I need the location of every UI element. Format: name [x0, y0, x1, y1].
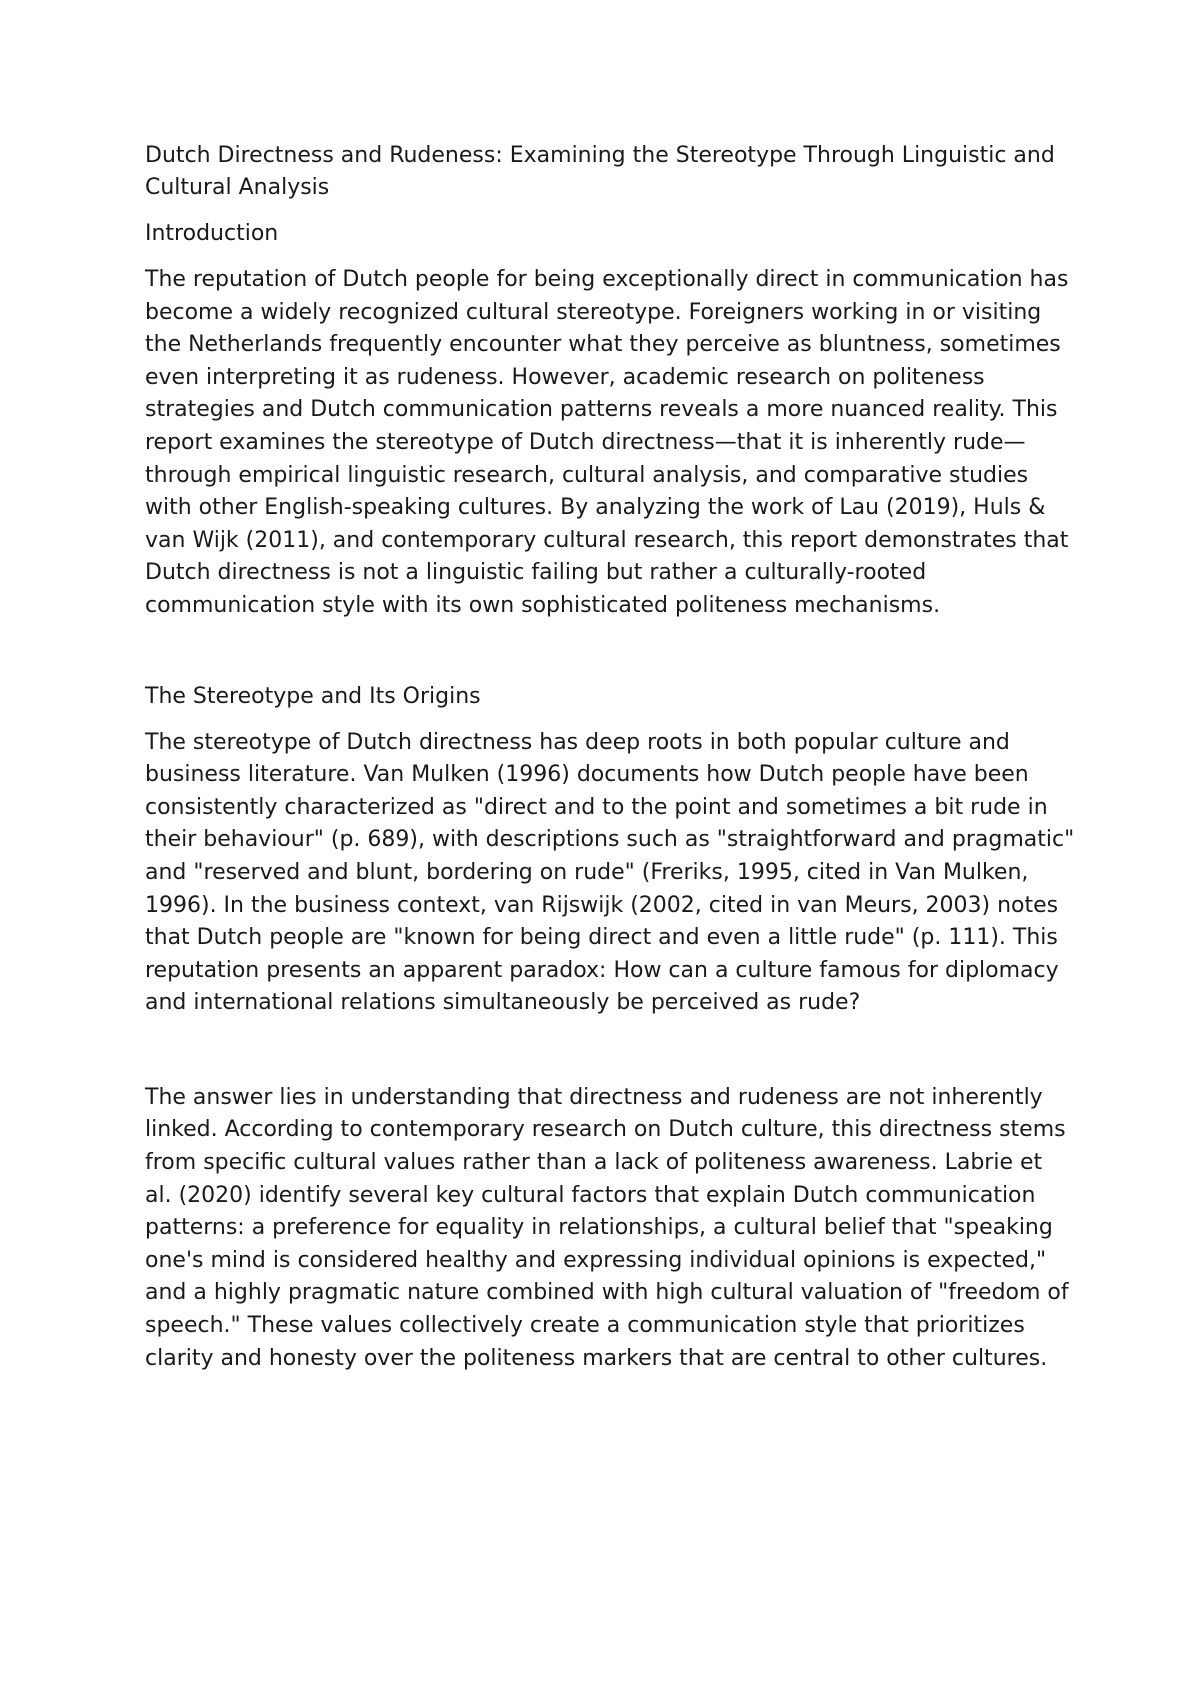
section-heading-introduction: Introduction: [145, 221, 279, 246]
paragraph-spacer: [145, 1020, 1075, 1082]
paragraph-introduction: The reputation of Dutch people for being exceptionally direct in communication has become a widely recognized cultural stereotype. Foreigners working in or visiting the Netherlands frequently encounter what they perceive as bluntness, sometimes even interpreting it as rudeness. However, academic research on politeness strategies and Dutch communication patterns reveals a more nuanced reality. This report examines the stereotype of Dutch directness—that it is inherently rude—through empirical linguistic research, cultural analysis, and comparative studies with other English-speaking cultures. By analyzing the work of Lau (2019), Huls & van Wijk (2011), and contemporary cultural research, this report demonstrates that Dutch directness is not a linguistic failing but rather a culturally-rooted communication style with its own sophisticated politeness mechanisms.: [145, 267, 1069, 618]
section-spacer: [145, 623, 1075, 681]
paragraph-stereotype-origins-1: The stereotype of Dutch directness has deep roots in both popular culture and business literature. Van Mulken (1996) documents how Dutch people have been consistently characterized as "direct and to the point and sometimes a bit rude in their behaviour" (p. 689), with descriptions such as "straightforward and pragmatic" and "reserved and blunt, bordering on rude" (Freriks, 1995, cited in Van Mulken, 1996). In the business context, van Rijswijk (2002, cited in van Meurs, 2003) notes that Dutch people are "known for being direct and even a little rude" (p. 111). This reputation presents an apparent paradox: How can a culture famous for diplomacy and international relations simultaneously be perceived as rude?: [145, 729, 1075, 1016]
document-page: [145, 140, 1075, 1375]
document-title: Dutch Directness and Rudeness: Examining the Stereotype Through Linguistic and Cultural Analysis: [145, 143, 1055, 200]
section-heading-stereotype-origins: The Stereotype and Its Origins: [145, 683, 481, 709]
paragraph-stereotype-origins-2: The answer lies in understanding that directness and rudeness are not inherently linked. According to contemporary research on Dutch culture, this directness stems from specific cultural values rather than a lack of politeness awareness. Labrie et al. (2020) identify several key cultural factors that explain Dutch communication patterns: a preference for equality in relationships, a cultural belief that "speaking one's mind is considered healthy and expressing individual opinions is expected," and a highly pragmatic nature combined with high cultural valuation of "freedom of speech." These values collectively create a communication style that prioritizes clarity and honesty over the politeness markers that are central to other cultures.: [145, 1084, 1069, 1371]
